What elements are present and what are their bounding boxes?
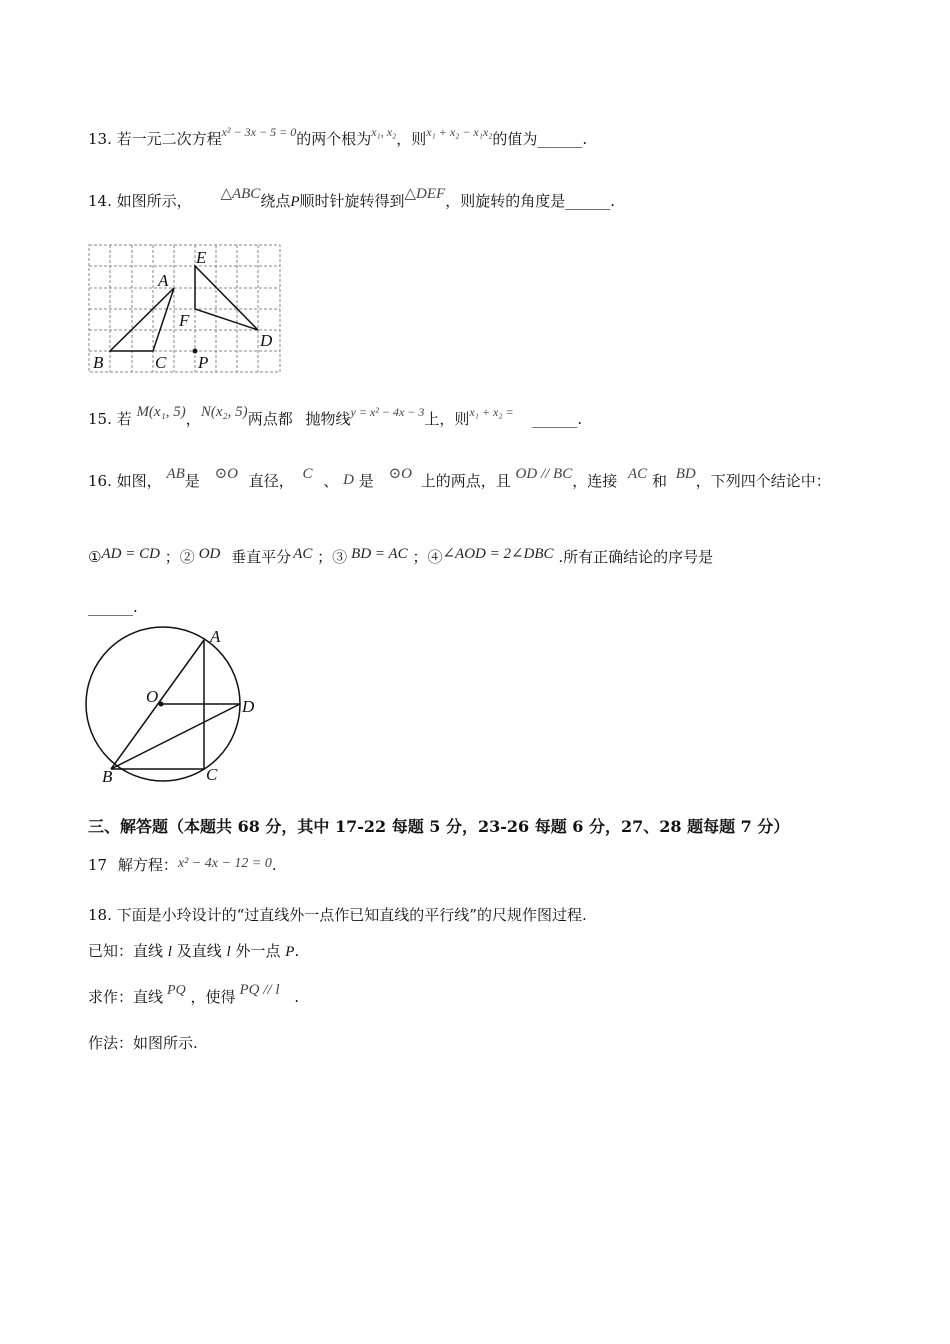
- q15-point-n: N(x₂, 5): [200, 404, 248, 420]
- point-p-dot: [193, 349, 198, 354]
- q13-roots: x₁, x₂: [371, 125, 397, 139]
- conclusion-2-ac: AC: [293, 546, 313, 562]
- q18-given-c: 外一点: [235, 942, 281, 960]
- q18-text: 下面是小玲设计的“过直线外一点作已知直线的平行线”的尺规作图过程.: [116, 906, 587, 924]
- q16-text2: 是: [184, 472, 200, 490]
- conclusion-2-od: OD: [198, 546, 221, 562]
- q18-pq: PQ: [167, 983, 186, 998]
- label-c: C: [206, 765, 218, 784]
- question-14: [88, 186, 615, 211]
- q14-point-p: P: [290, 194, 300, 210]
- q16-ac: AC: [628, 466, 648, 482]
- label-p: P: [198, 353, 209, 372]
- q18-given-b: 及直线: [176, 942, 222, 960]
- q18-given-d: .: [294, 942, 300, 960]
- q15-comma: ，: [185, 410, 201, 428]
- q18-given: [88, 940, 299, 961]
- q15-sum: x₁ + x₂ =: [469, 405, 514, 419]
- figure-14-grid-triangles: [88, 244, 283, 376]
- q15-parabola: y = x² − 4x − 3: [350, 405, 425, 419]
- question-16-conclusions: [88, 546, 713, 567]
- q14-text3: 顺时针旋转得到: [299, 192, 405, 210]
- q14-number: 14.: [88, 192, 112, 210]
- label-f: F: [179, 311, 190, 330]
- label-d: D: [242, 697, 255, 716]
- q17-equation: x² − 4x − 12 = 0: [177, 856, 272, 871]
- label-o: O: [146, 687, 159, 706]
- q16-blank: ______.: [88, 598, 138, 616]
- q16-circle-o-2: ⊙O: [388, 466, 412, 482]
- conclusion-4: ∠AOD = 2∠DBC: [442, 546, 554, 562]
- q16-number: 16.: [88, 472, 112, 490]
- triangle-abc: [110, 288, 174, 351]
- q13-text: 若一元二次方程: [116, 130, 222, 148]
- label-a: A: [210, 627, 221, 646]
- q18-number: 18.: [88, 906, 112, 924]
- q18-req-a: 求作：直线: [88, 988, 164, 1006]
- q15-text4: 上，则: [424, 410, 470, 428]
- q18-parallel: PQ // l: [239, 982, 280, 998]
- q16-text: 如图，: [116, 472, 162, 490]
- triangle-def: [195, 266, 258, 330]
- q13-number: 13.: [88, 130, 112, 148]
- q18-req-c: .: [294, 988, 300, 1006]
- label-b: B: [102, 767, 113, 786]
- question-16: [88, 466, 831, 491]
- q16-parallel: OD // BC: [515, 466, 573, 482]
- q15-text3: 抛物线: [305, 410, 351, 428]
- q16-bd: BD: [675, 466, 696, 482]
- q14-triangle-def: △DEF: [404, 186, 446, 202]
- label-e: E: [196, 248, 207, 267]
- q18-given-a: 已知：直线: [88, 942, 164, 960]
- q18-point-p: P: [285, 944, 295, 960]
- q18-required: [88, 982, 300, 1007]
- q18-line-l-2: l: [226, 944, 231, 960]
- q16-text4: 是: [358, 472, 374, 490]
- q14-blank: ，则旋转的角度是______.: [445, 192, 615, 210]
- conclusion-3-mark: ；③: [317, 548, 348, 566]
- q16-text5: 上的两点，且: [420, 472, 511, 490]
- q15-text2: 两点都: [247, 410, 293, 428]
- q16-text7: 和: [651, 472, 667, 490]
- q18-method: 作法：如图所示.: [88, 1034, 198, 1052]
- center-o-dot: [159, 702, 164, 707]
- question-17: [88, 854, 277, 875]
- grid-lines: [89, 245, 280, 372]
- q15-number: 15.: [88, 410, 112, 428]
- figure-16-circle: [80, 624, 270, 790]
- label-d: D: [260, 331, 273, 350]
- q16-text8: ，下列四个结论中：: [695, 472, 831, 490]
- q15-blank: ______.: [532, 410, 583, 428]
- q16-text6: ，连接: [572, 472, 618, 490]
- q14-text: 如图所示，: [116, 192, 192, 210]
- q13-text3: ，则: [396, 130, 427, 148]
- q16-dun: 、: [323, 472, 339, 490]
- q14-triangle-abc: △ABC: [220, 186, 261, 202]
- question-13: [88, 125, 588, 149]
- question-18: [88, 904, 587, 925]
- q17-end: .: [271, 856, 277, 874]
- q18-line-l: l: [167, 944, 172, 960]
- label-c: C: [155, 353, 167, 372]
- conclusion-3: BD = AC: [351, 546, 408, 562]
- segment-bd: [111, 704, 240, 769]
- question-16-blank: [88, 598, 138, 616]
- question-15: [88, 404, 583, 429]
- q13-equation: x² − 3x − 5 = 0: [221, 125, 297, 139]
- conclusion-2-text: 垂直平分: [231, 548, 292, 566]
- q16-ab: AB: [166, 466, 185, 482]
- q13-blank: 的值为______.: [492, 130, 588, 148]
- q16-question-text: .所有正确结论的序号是: [558, 548, 714, 566]
- q17-text: 解方程：: [117, 856, 178, 874]
- q14-text2: 绕点: [260, 192, 291, 210]
- q17-number: 17: [88, 856, 108, 874]
- q16-d: D: [343, 472, 354, 488]
- label-b: B: [93, 353, 104, 372]
- q18-req-b: ，使得: [190, 988, 236, 1006]
- conclusion-1-mark: ①: [88, 548, 102, 566]
- q16-text3: 直径，: [248, 472, 294, 490]
- section-3-heading: 三、解答题（本题共 68 分，其中 17-22 每题 5 分，23-26 每题 6 分，27、28 题每题 7 分）: [88, 817, 790, 836]
- q16-c: C: [302, 466, 313, 482]
- q15-point-m: M(x₁, 5): [136, 404, 186, 420]
- conclusion-1: AD = CD: [101, 546, 160, 562]
- q16-circle-o: ⊙O: [214, 466, 238, 482]
- q13-text2: 的两个根为: [296, 130, 372, 148]
- conclusion-4-mark: ；④: [412, 548, 443, 566]
- q15-text: 若: [116, 410, 132, 428]
- q13-expression: x₁ + x₂ − x₁x₂: [426, 125, 493, 139]
- label-a: A: [158, 271, 169, 290]
- conclusion-2-mark: ；②: [164, 548, 195, 566]
